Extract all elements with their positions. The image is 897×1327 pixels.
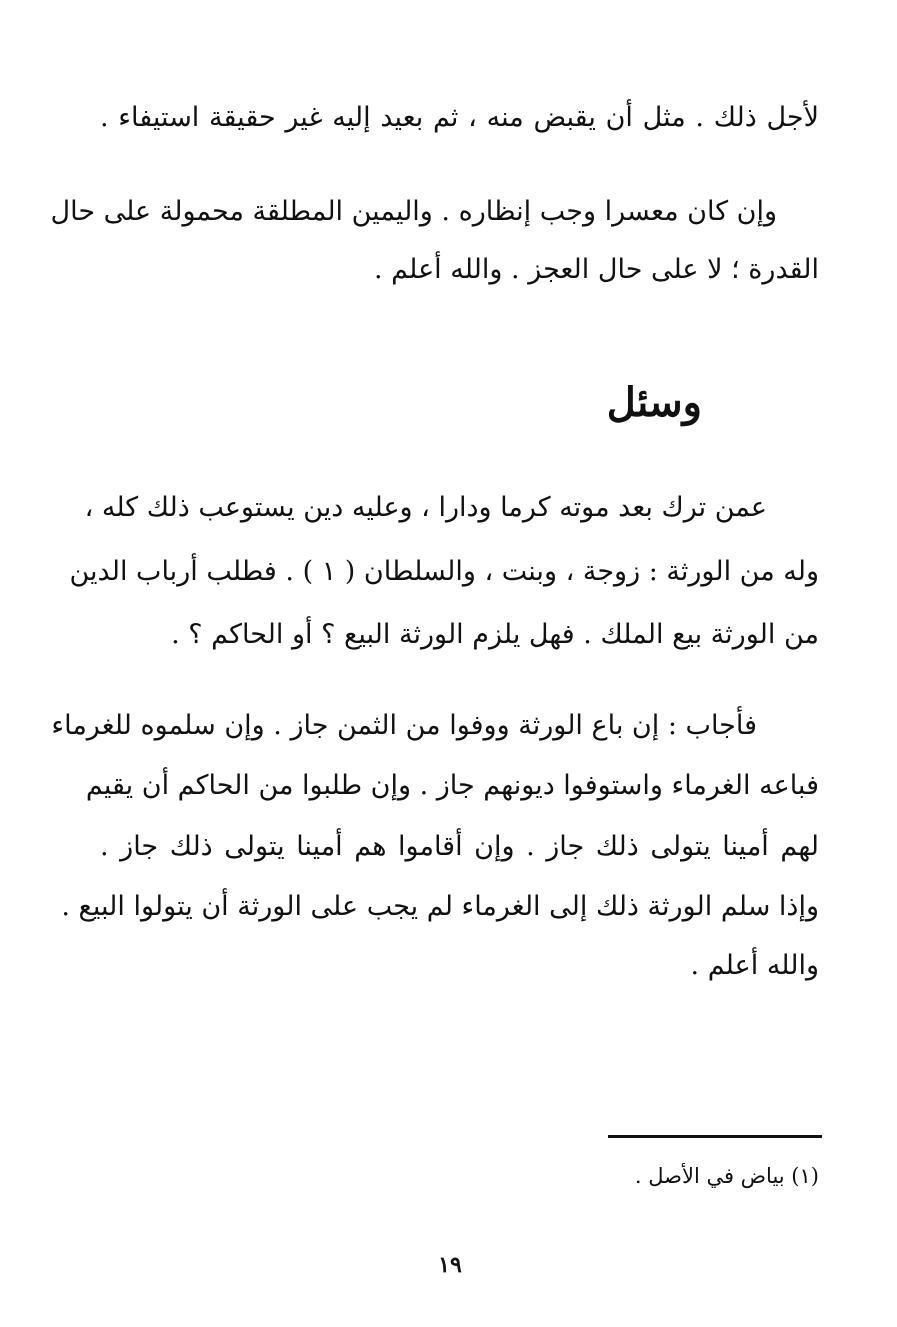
text-line-7: فأجاب : إن باع الورثة ووفوا من الثمن جاز . وإن سلموه للغرماء [51,710,757,741]
text-line-3: القدرة ؛ لا على حال العجز . والله أعلم . [374,254,819,285]
footnote-divider [608,1135,822,1138]
text-line-11: والله أعلم . [690,950,819,981]
text-line-1: لأجل ذلك . مثل أن يقبض منه ، ثم بعيد إليه غير حقيقة استيفاء . [100,102,819,133]
footnote: (١) بياض في الأصل . [634,1164,819,1188]
text-line-4: عمن ترك بعد موته كرما ودارا ، وعليه دين يستوعب ذلك كله ، [84,492,767,523]
page-number: ١٩ [438,1252,462,1278]
text-line-2: وإن كان معسرا وجب إنظاره . واليمين المطلقة محمولة على حال [50,196,777,227]
text-line-10: وإذا سلم الورثة ذلك إلى الغرماء لم يجب على الورثة أن يتولوا البيع . [61,891,819,922]
text-line-5: وله من الورثة : زوجة ، وبنت ، والسلطان ( ١ ) . فطلب أرباب الدين [69,556,819,587]
text-line-9: لهم أمينا يتولى ذلك جاز . وإن أقاموا هم أمينا يتولى ذلك جاز . [100,831,819,862]
text-line-6: من الورثة بيع الملك . فهل يلزم الورثة البيع ؟ أو الحاكم ؟ . [171,619,819,650]
section-heading: وسئل [606,379,702,426]
text-line-8: فباعه الغرماء واستوفوا ديونهم جاز . وإن طلبوا من الحاكم أن يقيم [85,770,819,801]
